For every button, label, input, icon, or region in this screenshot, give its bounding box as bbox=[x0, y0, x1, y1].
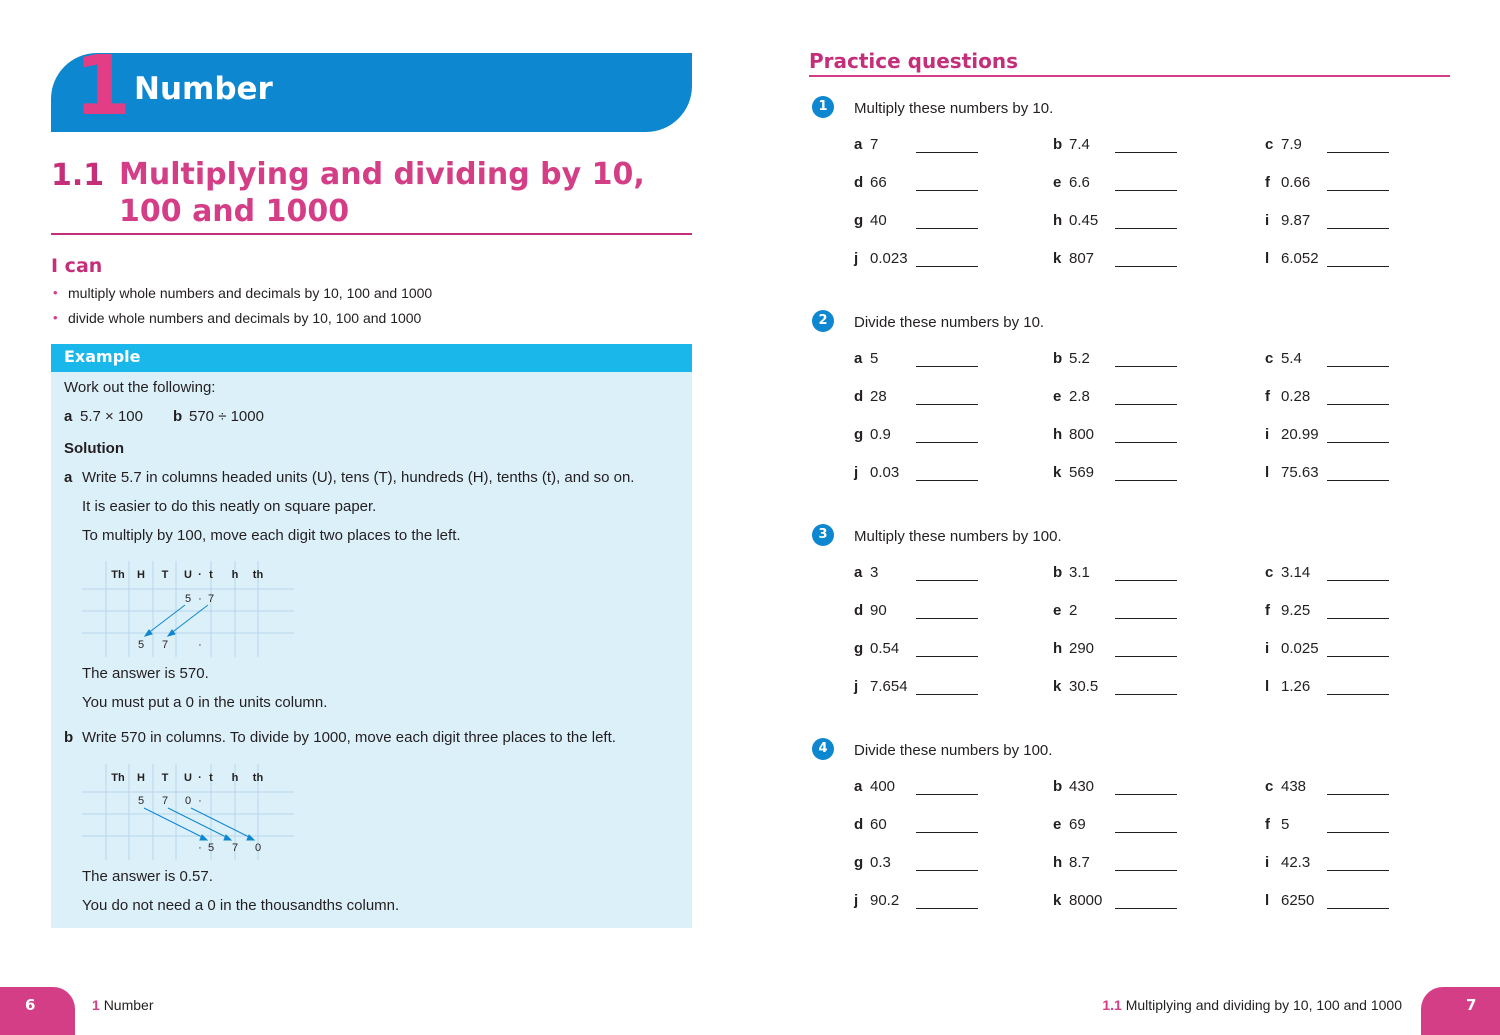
item-value: 60 bbox=[870, 816, 887, 833]
footer-section-title: Multiplying and dividing by 10, 100 and 1000 bbox=[1125, 997, 1402, 1013]
example-part-b-expr: 570 ÷ 1000 bbox=[189, 408, 264, 425]
question-number-badge: 1 bbox=[812, 96, 834, 118]
item-letter: b bbox=[1053, 778, 1063, 795]
item-letter: h bbox=[1053, 212, 1063, 229]
ican-item-text: multiply whole numbers and decimals by 10, 100 and 1000 bbox=[68, 285, 433, 301]
item-value: 90 bbox=[870, 602, 887, 619]
answer-blank[interactable] bbox=[1327, 190, 1389, 191]
item-value: 0.66 bbox=[1281, 174, 1311, 191]
answer-blank[interactable] bbox=[1327, 870, 1389, 871]
solution-a-line2: It is easier to do this neatly on square paper. bbox=[82, 498, 377, 515]
item-value: 69 bbox=[1069, 816, 1086, 833]
footer-chapter-title: Number bbox=[103, 997, 154, 1013]
grid-b-top-digit: 5 bbox=[137, 795, 145, 807]
solution-a-line3: To multiply by 100, move each digit two places to the left. bbox=[82, 527, 461, 544]
ican-heading: I can bbox=[51, 255, 103, 277]
item-letter: e bbox=[1053, 388, 1062, 405]
answer-blank[interactable] bbox=[1115, 908, 1177, 909]
item-letter: j bbox=[854, 678, 859, 695]
item-value: 42.3 bbox=[1281, 854, 1311, 871]
item-letter: c bbox=[1265, 564, 1274, 581]
answer-blank[interactable] bbox=[1327, 228, 1389, 229]
grid-header-th: Th bbox=[111, 772, 125, 784]
solution-b-line1: Write 570 in columns. To divide by 1000, move each digit three places to the left. bbox=[82, 729, 616, 746]
item-value: 7.654 bbox=[870, 678, 908, 695]
grid-header-hundredths: h bbox=[231, 569, 239, 581]
answer-blank[interactable] bbox=[1327, 656, 1389, 657]
item-letter: k bbox=[1053, 892, 1062, 909]
item-value: 0.54 bbox=[870, 640, 900, 657]
item-value: 2 bbox=[1069, 602, 1078, 619]
answer-blank[interactable] bbox=[1327, 480, 1389, 481]
item-letter: d bbox=[854, 816, 864, 833]
item-value: 8.7 bbox=[1069, 854, 1090, 871]
item-value: 6.6 bbox=[1069, 174, 1090, 191]
question-number-badge: 2 bbox=[812, 310, 834, 332]
item-value: 430 bbox=[1069, 778, 1095, 795]
section-number: 1.1 bbox=[51, 158, 105, 193]
answer-blank[interactable] bbox=[1115, 832, 1177, 833]
item-letter: i bbox=[1265, 426, 1270, 443]
answer-blank[interactable] bbox=[1327, 794, 1389, 795]
item-letter: d bbox=[854, 602, 864, 619]
question-prompt: Divide these numbers by 100. bbox=[854, 742, 1053, 759]
ican-item-text: divide whole numbers and decimals by 10, 100 and 1000 bbox=[68, 310, 422, 326]
answer-blank[interactable] bbox=[1327, 442, 1389, 443]
grid-a-bottom-digit: 5 bbox=[137, 639, 145, 651]
answer-blank[interactable] bbox=[1115, 480, 1177, 481]
item-value: 6.052 bbox=[1281, 250, 1319, 267]
answer-blank[interactable] bbox=[916, 870, 978, 871]
item-letter: h bbox=[1053, 640, 1063, 657]
ican-item bbox=[51, 284, 432, 309]
solution-b-note: You do not need a 0 in the thousandths column. bbox=[82, 897, 400, 914]
answer-blank[interactable] bbox=[916, 404, 978, 405]
example-part-b-label: b bbox=[173, 408, 183, 425]
item-value: 8000 bbox=[1069, 892, 1103, 909]
grid-header-point: · bbox=[198, 772, 202, 784]
item-letter: a bbox=[854, 778, 863, 795]
item-letter: a bbox=[854, 564, 863, 581]
item-letter: g bbox=[854, 640, 864, 657]
answer-blank[interactable] bbox=[916, 442, 978, 443]
answer-blank[interactable] bbox=[916, 366, 978, 367]
question-number-badge: 4 bbox=[812, 738, 834, 760]
solution-a-note: You must put a 0 in the units column. bbox=[82, 694, 328, 711]
answer-blank[interactable] bbox=[916, 228, 978, 229]
item-letter: i bbox=[1265, 212, 1270, 229]
item-value: 569 bbox=[1069, 464, 1095, 481]
solution-heading: Solution bbox=[64, 440, 124, 457]
item-value: 438 bbox=[1281, 778, 1307, 795]
item-letter: l bbox=[1265, 464, 1270, 481]
item-letter: f bbox=[1265, 816, 1270, 833]
item-letter: i bbox=[1265, 854, 1270, 871]
item-letter: k bbox=[1053, 678, 1062, 695]
question-prompt: Divide these numbers by 10. bbox=[854, 314, 1045, 331]
item-value: 0.025 bbox=[1281, 640, 1319, 657]
section-divider bbox=[51, 233, 692, 235]
item-value: 40 bbox=[870, 212, 887, 229]
item-value: 9.87 bbox=[1281, 212, 1311, 229]
solution-a-answer: The answer is 570. bbox=[82, 665, 209, 682]
item-value: 800 bbox=[1069, 426, 1095, 443]
item-letter: i bbox=[1265, 640, 1270, 657]
answer-blank[interactable] bbox=[1115, 618, 1177, 619]
answer-blank[interactable] bbox=[1115, 694, 1177, 695]
grid-a-top-point: · bbox=[198, 593, 202, 605]
answer-blank[interactable] bbox=[1115, 404, 1177, 405]
grid-b-top-digit: 0 bbox=[184, 795, 192, 807]
page-number-left: 6 bbox=[25, 996, 36, 1014]
answer-blank[interactable] bbox=[1327, 152, 1389, 153]
grid-b-top-point: · bbox=[198, 795, 202, 807]
solution-b-answer: The answer is 0.57. bbox=[82, 868, 213, 885]
item-value: 2.8 bbox=[1069, 388, 1090, 405]
question-prompt: Multiply these numbers by 100. bbox=[854, 528, 1062, 545]
item-letter: k bbox=[1053, 250, 1062, 267]
example-header bbox=[51, 344, 692, 372]
item-letter: f bbox=[1265, 602, 1270, 619]
item-letter: b bbox=[1053, 564, 1063, 581]
grid-a-bottom-point: · bbox=[198, 639, 202, 651]
chapter-title: Number bbox=[134, 71, 273, 107]
grid-header-tenths: t bbox=[209, 772, 213, 784]
bullet-icon: • bbox=[53, 310, 58, 325]
answer-blank[interactable] bbox=[1327, 694, 1389, 695]
answer-blank[interactable] bbox=[1327, 832, 1389, 833]
item-value: 75.63 bbox=[1281, 464, 1319, 481]
grid-b-top-digit: 7 bbox=[161, 795, 169, 807]
footer-section bbox=[1102, 997, 1402, 1013]
item-letter: e bbox=[1053, 174, 1062, 191]
grid-header-h: H bbox=[137, 569, 145, 581]
item-letter: l bbox=[1265, 892, 1270, 909]
grid-header-tenths: t bbox=[209, 569, 213, 581]
item-letter: h bbox=[1053, 426, 1063, 443]
item-letter: j bbox=[854, 250, 859, 267]
footer-section-number: 1.1 bbox=[1102, 997, 1122, 1013]
answer-blank[interactable] bbox=[1115, 870, 1177, 871]
item-value: 0.28 bbox=[1281, 388, 1311, 405]
bullet-icon: • bbox=[53, 285, 58, 300]
item-value: 90.2 bbox=[870, 892, 900, 909]
answer-blank[interactable] bbox=[916, 152, 978, 153]
place-value-grid-b bbox=[82, 764, 294, 860]
answer-blank[interactable] bbox=[1115, 442, 1177, 443]
item-letter: c bbox=[1265, 136, 1274, 153]
item-value: 400 bbox=[870, 778, 896, 795]
ican-list bbox=[51, 284, 432, 334]
grid-header-u: U bbox=[184, 772, 192, 784]
item-value: 0.3 bbox=[870, 854, 891, 871]
answer-blank[interactable] bbox=[916, 480, 978, 481]
practice-title: Practice questions bbox=[809, 49, 1018, 73]
item-letter: l bbox=[1265, 678, 1270, 695]
item-value: 5 bbox=[870, 350, 879, 367]
item-letter: a bbox=[854, 136, 863, 153]
item-letter: g bbox=[854, 426, 864, 443]
answer-blank[interactable] bbox=[1115, 190, 1177, 191]
answer-blank[interactable] bbox=[1327, 618, 1389, 619]
grid-b-bottom-point: · bbox=[198, 842, 202, 854]
item-letter: j bbox=[854, 892, 859, 909]
grid-b-bottom-digit: 0 bbox=[254, 842, 262, 854]
item-value: 3.1 bbox=[1069, 564, 1090, 581]
answer-blank[interactable] bbox=[1327, 908, 1389, 909]
item-value: 20.99 bbox=[1281, 426, 1319, 443]
item-value: 290 bbox=[1069, 640, 1095, 657]
item-value: 5.2 bbox=[1069, 350, 1090, 367]
grid-header-th: Th bbox=[111, 569, 125, 581]
answer-blank[interactable] bbox=[1115, 656, 1177, 657]
item-value: 3 bbox=[870, 564, 879, 581]
chapter-number: 1 bbox=[74, 39, 132, 134]
item-value: 66 bbox=[870, 174, 887, 191]
grid-b-bottom-digit: 5 bbox=[207, 842, 215, 854]
answer-blank[interactable] bbox=[916, 832, 978, 833]
item-letter: k bbox=[1053, 464, 1062, 481]
grid-header-thousandths: th bbox=[252, 772, 264, 784]
item-value: 0.03 bbox=[870, 464, 900, 481]
grid-a-bottom-digit: 7 bbox=[161, 639, 169, 651]
item-letter: d bbox=[854, 174, 864, 191]
item-value: 0.45 bbox=[1069, 212, 1099, 229]
page-tab-left bbox=[0, 987, 75, 1035]
grid-a-top-digit: 7 bbox=[207, 593, 215, 605]
answer-blank[interactable] bbox=[1327, 404, 1389, 405]
grid-header-t: T bbox=[161, 569, 169, 581]
answer-blank[interactable] bbox=[916, 190, 978, 191]
item-value: 6250 bbox=[1281, 892, 1315, 909]
item-letter: f bbox=[1265, 388, 1270, 405]
grid-header-t: T bbox=[161, 772, 169, 784]
page-number-right: 7 bbox=[1466, 996, 1477, 1014]
item-value: 0.023 bbox=[870, 250, 908, 267]
example-intro: Work out the following: bbox=[64, 379, 216, 396]
grid-header-hundredths: h bbox=[231, 772, 239, 784]
item-letter: b bbox=[1053, 350, 1063, 367]
answer-blank[interactable] bbox=[1115, 152, 1177, 153]
section-title: Multiplying and dividing by 10, 100 and 1000 bbox=[119, 157, 645, 229]
place-value-grid-a bbox=[82, 561, 294, 657]
item-value: 1.26 bbox=[1281, 678, 1311, 695]
item-letter: g bbox=[854, 854, 864, 871]
grid-header-point: · bbox=[198, 569, 202, 581]
grid-a-top-digit: 5 bbox=[184, 593, 192, 605]
item-value: 30.5 bbox=[1069, 678, 1099, 695]
answer-blank[interactable] bbox=[916, 580, 978, 581]
item-value: 7 bbox=[870, 136, 879, 153]
item-letter: e bbox=[1053, 602, 1062, 619]
item-value: 7.4 bbox=[1069, 136, 1090, 153]
answer-blank[interactable] bbox=[916, 656, 978, 657]
item-value: 9.25 bbox=[1281, 602, 1311, 619]
item-value: 5.4 bbox=[1281, 350, 1302, 367]
answer-blank[interactable] bbox=[916, 908, 978, 909]
footer-chapter bbox=[92, 997, 153, 1013]
item-letter: c bbox=[1265, 350, 1274, 367]
item-letter: f bbox=[1265, 174, 1270, 191]
item-value: 807 bbox=[1069, 250, 1095, 267]
grid-header-thousandths: th bbox=[252, 569, 264, 581]
item-value: 0.9 bbox=[870, 426, 891, 443]
example-heading: Example bbox=[64, 347, 141, 366]
answer-blank[interactable] bbox=[1115, 228, 1177, 229]
arrow-icon bbox=[168, 808, 228, 838]
item-letter: h bbox=[1053, 854, 1063, 871]
solution-b-label: b bbox=[64, 729, 74, 746]
grid-header-u: U bbox=[184, 569, 192, 581]
item-letter: g bbox=[854, 212, 864, 229]
solution-a-label: a bbox=[64, 469, 73, 486]
answer-blank[interactable] bbox=[916, 266, 978, 267]
item-letter: a bbox=[854, 350, 863, 367]
practice-divider bbox=[809, 75, 1450, 77]
solution-a-line1: Write 5.7 in columns headed units (U), tens (T), hundreds (H), tenths (t), and so on. bbox=[82, 469, 635, 486]
page-tab-right bbox=[1421, 987, 1500, 1035]
item-letter: e bbox=[1053, 816, 1062, 833]
item-value: 28 bbox=[870, 388, 887, 405]
grid-header-h: H bbox=[137, 772, 145, 784]
answer-blank[interactable] bbox=[1115, 580, 1177, 581]
answer-blank[interactable] bbox=[1115, 366, 1177, 367]
question-number-badge: 3 bbox=[812, 524, 834, 546]
item-value: 3.14 bbox=[1281, 564, 1311, 581]
item-letter: d bbox=[854, 388, 864, 405]
answer-blank[interactable] bbox=[1327, 366, 1389, 367]
grid-b-bottom-digit: 7 bbox=[231, 842, 239, 854]
question-prompt: Multiply these numbers by 10. bbox=[854, 100, 1054, 117]
answer-blank[interactable] bbox=[916, 694, 978, 695]
item-value: 7.9 bbox=[1281, 136, 1302, 153]
arrow-icon bbox=[191, 808, 251, 838]
answer-blank[interactable] bbox=[916, 794, 978, 795]
answer-blank[interactable] bbox=[1115, 266, 1177, 267]
item-value: 5 bbox=[1281, 816, 1290, 833]
item-letter: j bbox=[854, 464, 859, 481]
example-part-a-label: a bbox=[64, 408, 73, 425]
answer-blank[interactable] bbox=[1327, 266, 1389, 267]
item-letter: b bbox=[1053, 136, 1063, 153]
ican-item bbox=[51, 309, 432, 334]
item-letter: c bbox=[1265, 778, 1274, 795]
answer-blank[interactable] bbox=[1327, 580, 1389, 581]
item-letter: l bbox=[1265, 250, 1270, 267]
answer-blank[interactable] bbox=[916, 618, 978, 619]
footer-chapter-number: 1 bbox=[92, 997, 100, 1013]
answer-blank[interactable] bbox=[1115, 794, 1177, 795]
example-part-a-expr: 5.7 × 100 bbox=[80, 408, 143, 425]
